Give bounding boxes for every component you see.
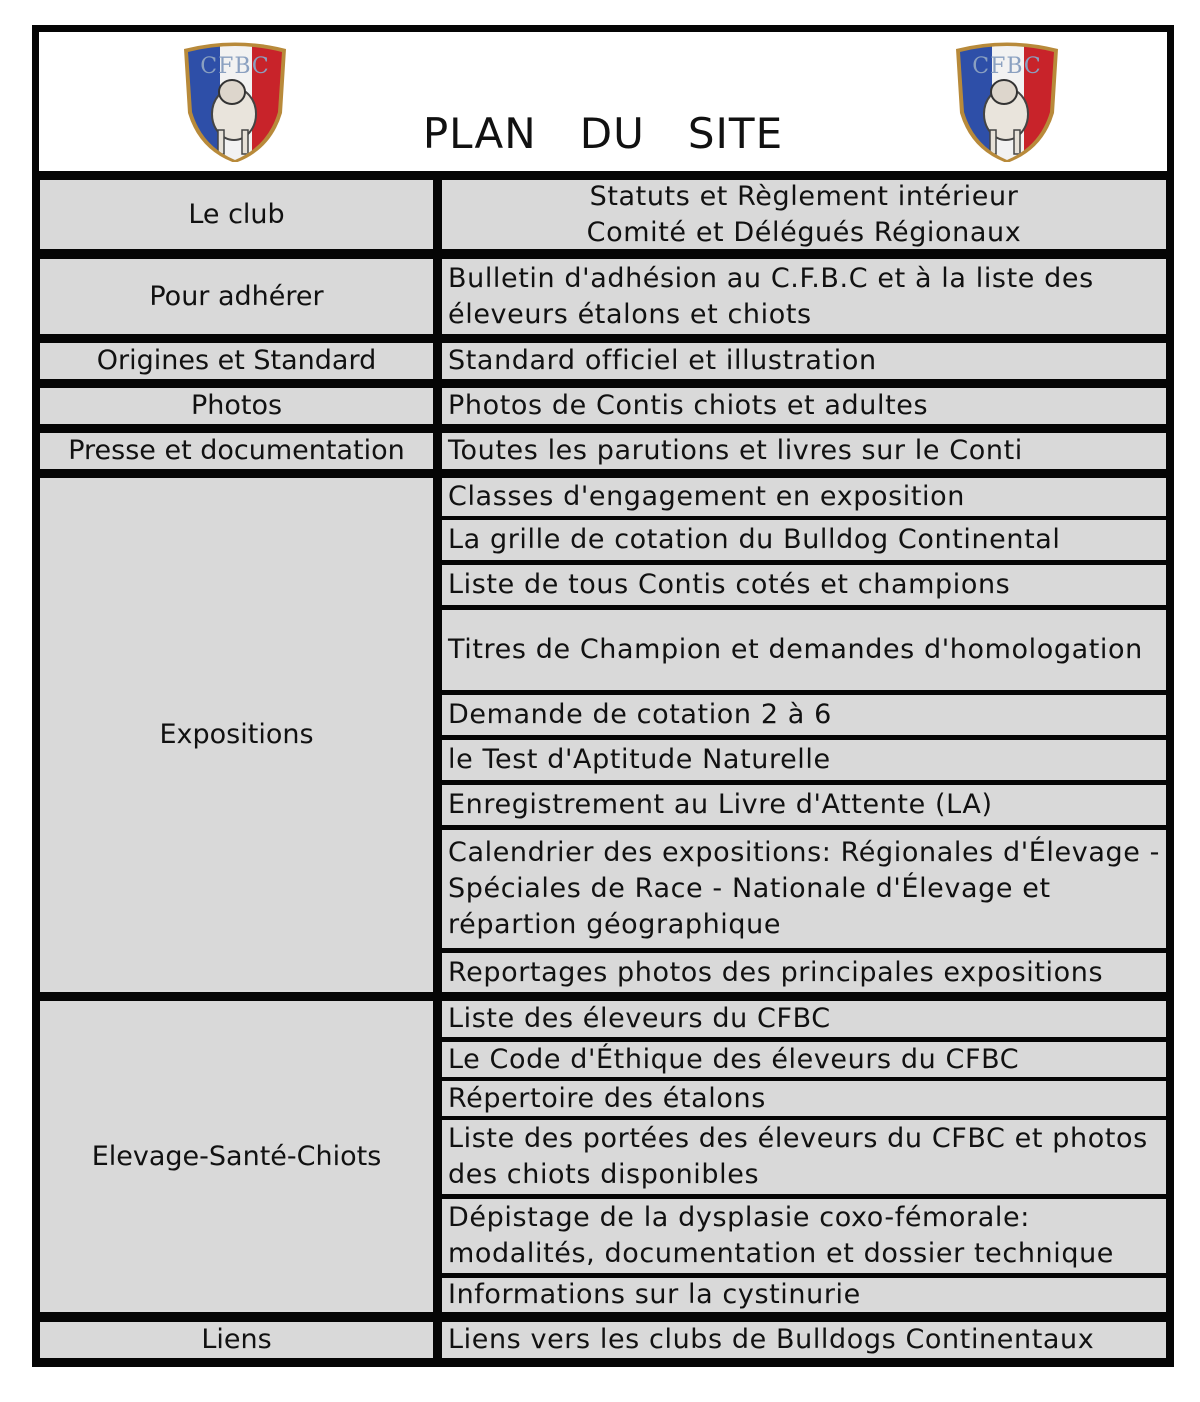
link-text: La grille de cotation du Bulldog Continental [448,524,1061,555]
page-title: PLAN DU SITE [422,109,784,158]
link-repertoire-etalons[interactable] [442,1081,1166,1116]
link-demande-cotation[interactable] [442,695,1166,735]
link-text: Informations sur la cystinurie [448,1279,861,1310]
link-text: Photos de Contis chiots et adultes [448,390,929,421]
link-text: Liste des éleveurs du CFBC [448,1003,831,1034]
link-text: Le Code d'Éthique des éleveurs du CFBC [448,1043,1020,1075]
section-label-text: Pour adhérer [149,280,324,312]
link-cystinurie[interactable] [442,1278,1166,1312]
section-label-text: Photos [190,390,283,421]
link-bulletin-adhesion[interactable] [442,259,1166,334]
section-label-photos[interactable] [40,388,433,424]
link-liste-portees[interactable] [442,1120,1166,1194]
link-text: Liens vers les clubs de Bulldogs Continentaux [448,1324,1095,1355]
link-text: Standard officiel et illustration [448,345,877,376]
section-label-text: Origines et Standard [96,345,377,376]
section-label-text: Elevage-Santé-Chiots [91,1140,382,1172]
link-text: le Test d'Aptitude Naturelle [448,744,831,775]
section-label-liens[interactable] [40,1322,433,1358]
section-label-text: Le club [188,198,285,230]
section-label-origines[interactable] [40,343,433,379]
link-livre-attente[interactable] [442,785,1166,825]
cfbc-logo-left [182,42,288,162]
link-reportages-photos[interactable] [442,953,1166,992]
link-grille-cotation[interactable] [442,520,1166,560]
link-text: Répertoire des étalons [448,1082,766,1114]
link-liste-eleveurs[interactable] [442,1001,1166,1037]
link-classes-engagement[interactable] [442,478,1166,516]
link-calendrier-expositions[interactable] [442,830,1166,948]
link-titres-champion[interactable] [442,610,1166,690]
link-text: Toutes les parutions et livres sur le Conti [448,435,1023,466]
link-statuts-comite[interactable] [442,180,1166,249]
logo-text: CFBC [200,54,270,79]
link-text: Enregistrement au Livre d'Attente (LA) [448,789,993,820]
link-photos-contis[interactable] [442,388,1166,424]
section-label-text: Liens [201,1324,272,1355]
link-code-ethique[interactable] [442,1042,1166,1077]
section-label-pour-adherer[interactable] [40,259,433,334]
section-label-le-club[interactable] [40,180,433,249]
cfbc-logo-right [954,42,1060,162]
section-label-text: Expositions [159,719,314,750]
link-text: Statuts et Règlement intérieur Comité et Délégués Régionaux [586,180,1022,248]
link-text: Classes d'engagement en exposition [448,481,965,512]
link-text: Liste des portées des éleveurs du CFBC et photos des chiots disponibles [448,1123,1148,1190]
link-liste-contis-cotes[interactable] [442,565,1166,605]
section-label-elevage[interactable] [40,1001,433,1312]
link-text: Reportages photos des principales expositions [448,956,1104,988]
link-text: Calendrier des expositions: Régionales d'Élevage - Spéciales de Race - Nationale d'Élevage et répartion géographique [448,837,1160,940]
link-depistage-dysplasie[interactable] [442,1199,1166,1273]
section-label-expositions[interactable] [40,478,433,992]
section-label-text: Presse et documentation [68,435,405,466]
link-text: Titres de Champion et demandes d'homologation [448,634,1143,665]
link-text: Bulletin d'adhésion au C.F.B.C et à la liste des éleveurs étalons et chiots [448,262,1094,330]
link-test-aptitude[interactable] [442,740,1166,780]
link-parutions[interactable] [442,433,1166,469]
section-label-presse[interactable] [40,433,433,469]
link-text: Liste de tous Contis cotés et champions [448,569,1011,600]
logo-text: CFBC [972,54,1042,79]
link-clubs-bulldogs[interactable] [442,1322,1166,1358]
link-text: Dépistage de la dysplasie coxo-fémorale: modalités, documentation et dossier technique [448,1202,1115,1269]
link-text: Demande de cotation 2 à 6 [448,699,832,730]
link-standard[interactable] [442,343,1166,379]
